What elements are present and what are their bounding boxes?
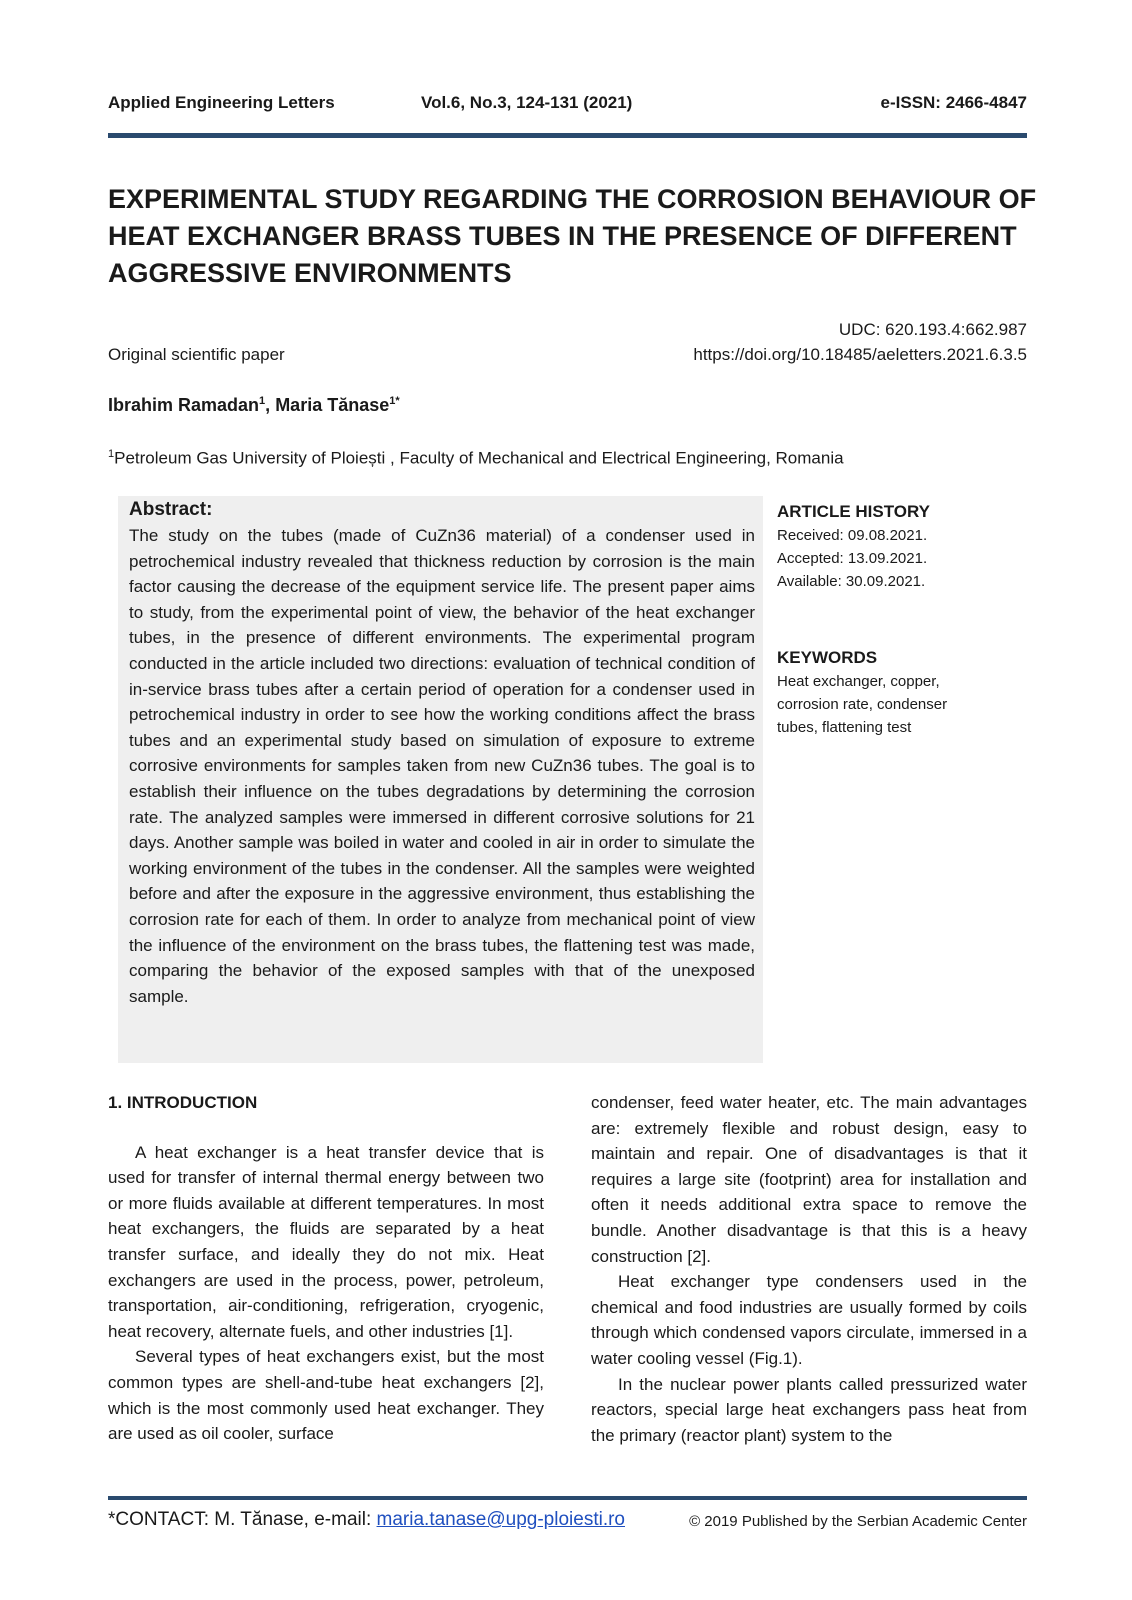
abstract-box <box>118 496 763 1063</box>
body-column-right <box>591 1090 1027 1448</box>
affiliation-marker: 1 <box>259 395 266 407</box>
affiliation-marker: 1 <box>108 448 115 460</box>
journal-issn: e-ISSN: 2466-4847 <box>880 93 1027 112</box>
article-history-heading: ARTICLE HISTORY <box>777 502 931 521</box>
doi-link[interactable]: https://doi.org/10.18485/aeletters.2021.6.3.5 <box>693 345 1027 364</box>
keywords-line: Heat exchanger, copper, <box>777 673 940 690</box>
copyright-notice: © 2019 Published by the Serbian Academic Center <box>689 1513 1027 1530</box>
title-line: EXPERIMENTAL STUDY REGARDING THE CORROSION BEHAVIOUR OF <box>108 184 1037 214</box>
keywords-heading: KEYWORDS <box>777 648 878 667</box>
paper-title <box>108 181 1037 292</box>
body-paragraph: Heat exchanger type condensers used in the chemical and food industries are usually formed by coils through which condensed vapors circulate, immersed in a water cooling vessel (Fig.1). <box>591 1272 1027 1368</box>
author-name: Ibrahim Ramadan <box>108 395 260 415</box>
page-footer <box>108 1509 1027 1535</box>
author-separator: , <box>265 395 276 415</box>
udc-code: UDC: 620.193.4:662.987 <box>838 320 1027 339</box>
paper-type: Original scientific paper <box>108 345 285 364</box>
contact-info <box>108 1509 625 1531</box>
body-paragraph: A heat exchanger is a heat transfer device that is used for transfer of internal thermal energy between two or more fluids available at different temperatures. In most heat exchangers, the fluids are separated by a heat transfer surface, and ideally they do not mix. Heat exchangers are used in the process, power, petroleum, transportation, air-conditioning, refrigeration, cryogenic, heat recovery, alternate fuels, and other industries [1]. <box>108 1142 544 1341</box>
accepted-date: Accepted: 13.09.2021. <box>777 550 928 567</box>
keywords-line: tubes, flattening test <box>777 719 912 736</box>
abstract-heading: Abstract: <box>129 499 213 520</box>
available-date: Available: 30.09.2021. <box>777 573 926 590</box>
keywords-block <box>777 648 1027 739</box>
section-heading-introduction: 1. INTRODUCTION <box>108 1093 258 1112</box>
affiliation-marker: 1* <box>389 395 400 407</box>
journal-name: Applied Engineering Letters <box>108 93 335 112</box>
contact-email-link[interactable]: maria.tanase@upg-ploiesti.ro <box>376 1509 625 1530</box>
title-line: AGGRESSIVE ENVIRONMENTS <box>108 258 512 288</box>
journal-header <box>108 93 1027 117</box>
body-paragraph: In the nuclear power plants called pressurized water reactors, special large heat exchangers pass heat from the primary (reactor plant) system to the <box>591 1374 1027 1445</box>
body-paragraph: condenser, feed water heater, etc. The main advantages are: extremely flexible and robust design, easy to maintain and repair. One of disadvantages is that it requires a large site (footprint) area for installation and often it needs additional extra space to remove the bundle. Another disadvantage is that this is a heavy construction [2]. <box>591 1093 1027 1266</box>
affiliation-text: Petroleum Gas University of Ploiești , Faculty of Mechanical and Electrical Engineering, Romania <box>114 448 844 468</box>
keywords-line: corrosion rate, condenser <box>777 696 948 713</box>
footer-rule <box>108 1496 1027 1500</box>
abstract-text: The study on the tubes (made of CuZn36 material) of a condenser used in petrochemical industry revealed that thickness reduction by corrosion is the main factor causing the decrease of the equipment service life. The present paper aims to study, from the experimental point of view, the behavior of the heat exchanger tubes, in the presence of different environments. The experimental program conducted in the article included two directions: evaluation of technical condition of in-service brass tubes after a certain period of operation for a condenser used in petrochemical industry in order to see how the working conditions affect the brass tubes and an experimental study based on simulation of exposure to extreme corrosive environments for samples taken from new CuZn36 tubes. The goal is to establish their influence on the tubes degradations by determining the corrosion rate. The analyzed samples were immersed in different corrosive solutions for 21 days. Another sample was boiled in water and cooled in air in order to simulate the working environment of the tubes in the condenser. All the samples were weighted before and after the exposure in the aggressive environment, thus establishing the corrosion rate for each of them. In order to analyze from mechanical point of view the influence of the environment on the brass tubes, the flattening test was made, comparing the behavior of the exposed samples with that of the unexposed sample. <box>129 526 755 1006</box>
header-rule <box>108 133 1027 138</box>
author-list <box>108 395 400 416</box>
received-date: Received: 09.08.2021. <box>777 527 928 544</box>
affiliation <box>108 448 844 469</box>
body-column-left <box>108 1090 544 1447</box>
author-name: Maria Tănase <box>275 395 390 415</box>
journal-volume: Vol.6, No.3, 124-131 (2021) <box>421 93 633 112</box>
article-history <box>777 502 1027 593</box>
title-line: HEAT EXCHANGER BRASS TUBES IN THE PRESENCE OF DIFFERENT <box>108 221 1017 251</box>
body-paragraph: Several types of heat exchangers exist, but the most common types are shell-and-tube heat exchangers [2], which is the most commonly used heat exchanger. They are used as oil cooler, surface <box>108 1347 544 1444</box>
contact-label: *CONTACT: M. Tănase, e-mail: <box>108 1509 377 1530</box>
